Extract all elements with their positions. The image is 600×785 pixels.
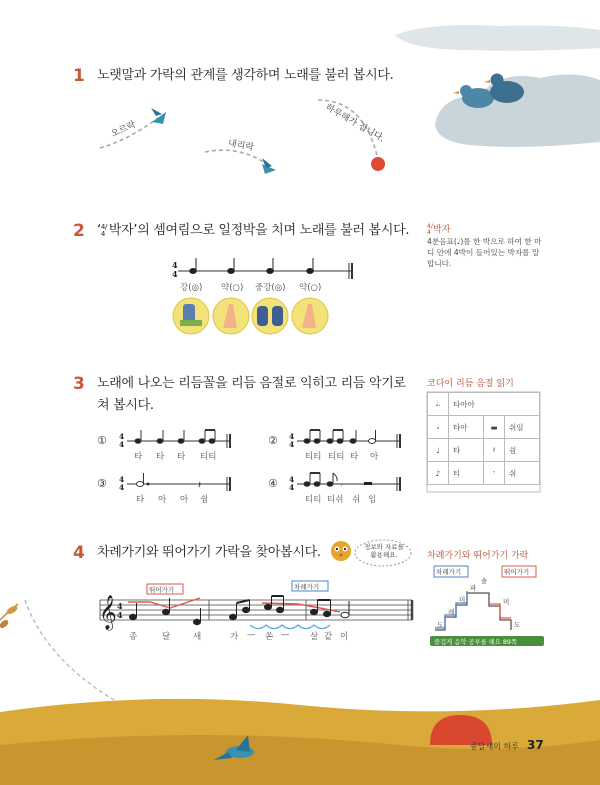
leap-label: 뛰어가기 — [149, 586, 175, 594]
solfege-note: 도 — [437, 621, 444, 629]
sun-icon — [371, 157, 385, 171]
footer-title: 종달새의 하루 — [470, 742, 519, 751]
syllable: 쉬 — [352, 495, 361, 505]
note-symbol: 𝅗𝅥 — [428, 416, 449, 439]
table-row — [428, 416, 540, 439]
note-name: 티 — [449, 462, 484, 485]
svg-text:4: 4 — [289, 483, 295, 492]
solfege-note: 미 — [459, 596, 466, 604]
syllable: 티티 — [305, 452, 322, 462]
svg-text:4: 4 — [119, 432, 125, 441]
syllable: 타 — [134, 452, 143, 462]
bubble-text: 정보와 자료를 활용해요. — [364, 543, 404, 559]
rhythm-staves — [127, 430, 400, 491]
rest-name: 쉬임 — [505, 416, 540, 439]
lyric: 종 — [129, 632, 138, 642]
rest-name: 쉬 — [505, 462, 540, 485]
question-4-text: 차례가기와 뛰어가기 가락을 찾아봅시다. — [97, 545, 321, 560]
svg-text:4: 4 — [172, 269, 178, 279]
syllable: 티쉬 — [327, 495, 344, 505]
svg-text:4: 4 — [172, 260, 178, 270]
syllable: 타 — [136, 495, 145, 505]
svg-text:4: 4 — [119, 440, 125, 449]
note-symbol: ♩ — [428, 439, 449, 462]
table-row — [428, 462, 540, 485]
question-1-number: 1 — [73, 66, 85, 86]
steps-step-label: 차례가기 — [436, 568, 462, 576]
syllable: 아 — [158, 495, 167, 505]
label-up: 오르락 — [109, 119, 138, 140]
step-label: 차례가기 — [294, 583, 320, 591]
lyric: 달 — [162, 632, 171, 642]
question-3-text-line1: 노래에 나오는 리듬꼴을 리듬 음절로 익히고 리듬 악기로 — [97, 376, 406, 391]
label-down: 내리락 — [227, 138, 255, 154]
bird-icon — [151, 108, 166, 124]
melody-staff — [100, 600, 412, 620]
svg-text:4: 4 — [119, 483, 125, 492]
svg-text:4: 4 — [289, 440, 295, 449]
steps-diagram — [435, 591, 511, 630]
syllable: 티티 — [305, 495, 322, 505]
accent-1: 강(◎) — [180, 283, 203, 293]
svg-text:4: 4 — [289, 475, 295, 484]
treble-clef-icon: 𝄞 — [99, 595, 117, 630]
label-setting: 하루해가 집니다. — [323, 102, 387, 145]
pattern-1-number: ① — [97, 434, 107, 447]
question-4-number: 4 — [73, 543, 85, 563]
plant-icon — [0, 604, 19, 630]
mascot-icon — [331, 541, 351, 561]
svg-text:𝄽: 𝄽 — [198, 480, 202, 491]
lyric: — — [281, 630, 290, 640]
lyric: 가 — [230, 632, 239, 642]
syllable: 티티 — [328, 452, 345, 462]
table-row — [428, 393, 540, 416]
question-1-text: 노랫말과 가락의 관계를 생각하며 노래를 불러 봅시다. — [97, 68, 394, 83]
note-symbol: ♪ — [428, 462, 449, 485]
kodaly-title: 코다이 리듬 음절 읽기 — [427, 379, 514, 389]
time-sig-inline: 4/4 — [100, 222, 108, 238]
quote-open: ‘ — [97, 223, 101, 238]
side-beat-body: 4분음표(♩)를 한 박으로 하여 한 마디 안에 4박이 들어있는 박자를 말합니다. — [427, 237, 542, 268]
rest-symbol: 𝄽 — [484, 439, 505, 462]
solfege-note: 도 — [514, 621, 521, 629]
time-signature-4-4 — [172, 260, 178, 279]
question-3-number: 3 — [73, 374, 85, 394]
solfege-note: 솔 — [481, 577, 488, 585]
accent-4: 약(○) — [299, 283, 322, 293]
kodaly-table — [427, 392, 540, 485]
rest-symbol: ▬ — [484, 416, 505, 439]
svg-text:4: 4 — [289, 432, 295, 441]
solfege-note: 미 — [503, 598, 510, 606]
svg-text:4: 4 — [117, 601, 123, 611]
accent-3: 중강(◎) — [255, 283, 286, 293]
pattern-3-number: ③ — [97, 477, 107, 490]
side-beat-title: 4/4 박자 — [427, 222, 451, 236]
down-path — [205, 150, 268, 165]
syllable: 타 — [156, 452, 165, 462]
step-line — [262, 603, 340, 612]
page-number: 37 — [527, 738, 544, 752]
lyric: 이 — [340, 632, 349, 642]
reference-link[interactable]: 즐겁게 음악 공부를 해요 89쪽 — [434, 639, 517, 646]
pattern-2-number: ② — [268, 434, 278, 447]
question-2-number: 2 — [73, 221, 85, 241]
lyric: 새 — [193, 632, 202, 642]
syllable: 아 — [370, 452, 379, 462]
syllable: 아 — [180, 495, 189, 505]
question-3-text-line2: 쳐 봅시다. — [97, 398, 154, 413]
step-wave — [250, 625, 330, 629]
rest-symbol: 𝄾 — [484, 462, 505, 485]
note-symbol: 𝅗𝅥. — [428, 393, 449, 416]
solfege-note: 파 — [470, 584, 477, 592]
note-name: 타아 — [449, 416, 484, 439]
syllable: 티티 — [200, 452, 217, 462]
rest-name: 쉼 — [505, 439, 540, 462]
syllable: 타 — [350, 452, 359, 462]
clap-pictures — [173, 298, 328, 334]
lyric: 쏜 — [265, 632, 274, 642]
svg-text:𝄾: 𝄾 — [340, 481, 343, 491]
cloud-top — [395, 25, 600, 51]
question-2-body: 박자’의 셈여림으로 일정박을 치며 노래를 불러 봅시다. — [108, 223, 410, 238]
note-name: 타 — [449, 439, 484, 462]
svg-text:4: 4 — [119, 475, 125, 484]
accent-2: 약(○) — [221, 283, 244, 293]
syllable: 쉼 — [200, 495, 209, 505]
note-name: 타아아 — [449, 393, 540, 416]
bird-icon — [262, 158, 276, 174]
syllable: 타 — [177, 452, 186, 462]
svg-text:4: 4 — [117, 610, 123, 620]
table-row — [428, 439, 540, 462]
pattern-4-number: ④ — [268, 477, 278, 490]
lyric: — — [247, 630, 256, 640]
leap-line — [128, 598, 200, 608]
solfege-note: 레 — [448, 608, 455, 616]
lyric: 같 — [324, 632, 333, 642]
syllable: 임 — [368, 495, 377, 505]
side-time-sig: 4/4 — [427, 222, 433, 236]
steps-leap-label: 뛰어가기 — [504, 568, 530, 576]
question-2-text — [97, 220, 409, 242]
lyric: 살 — [310, 632, 319, 642]
steps-title: 차례가기와 뛰어가기 가락 — [427, 551, 529, 561]
